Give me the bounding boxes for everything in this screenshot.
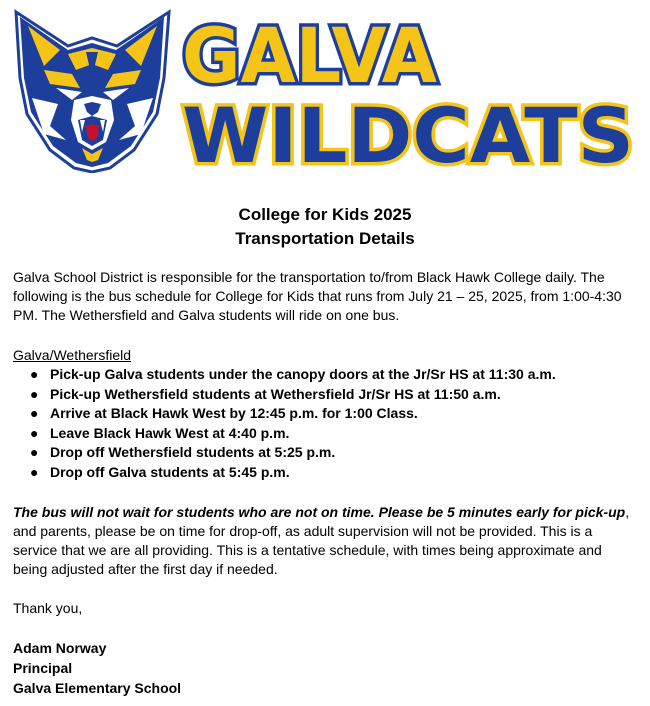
schedule-item: ● Arrive at Black Hawk West by 12:45 p.m. for 1:00 Class. [13,404,638,424]
schedule-item: ● Drop off Wethersfield students at 5:25 p.m. [13,443,638,463]
title-line-2: Transportation Details [235,229,415,248]
signer-school: Galva Elementary School [13,679,182,696]
bullet-icon: ● [30,366,39,382]
bullet-icon: ● [30,385,39,402]
bullet-icon: ● [30,405,39,422]
letter-body [13,268,638,698]
wildcat-head-icon [10,8,175,173]
brand-wordmark [178,10,640,170]
route-heading: Galva/Wethersfield [13,347,132,363]
letterhead [0,0,650,180]
bullet-icon: ● [30,444,39,461]
notice-rest: , and parents, please be on time for drop-off, as adult supervision will not be provided. This is a service that we are all providing. This is a tentative schedule, with times being approximate and being adjusted after the first day if needed. [13,503,630,577]
title-line-1: College for Kids 2025 [238,205,412,224]
closing-line: Thank you, [13,599,83,616]
notice-paragraph [13,503,638,579]
schedule-item: ● Pick-up Galva students under the canopy doors at the Jr/Sr HS at 11:30 a.m. [13,365,638,385]
signature-block [13,638,638,698]
bullet-icon: ● [30,424,39,441]
notice-emphasis: The bus will not wait for students who are not on time. Please be 5 minutes early for pick-up [13,503,626,520]
signer-name: Adam Norway [13,639,107,656]
intro-paragraph: Galva School District is responsible for the transportation to/from Black Hawk College daily. The following is the bus schedule for College for Kids that runs from July 21 – 25, 2025, from 1:00-4:30 PM. The Wethersfield and Galva students will ride on one bus. [13,269,622,323]
signer-role: Principal [13,659,73,676]
document-title [0,203,650,251]
schedule-item: ● Leave Black Hawk West at 4:40 p.m. [13,424,638,444]
bus-schedule-list [13,365,638,483]
schedule-item: ● Drop off Galva students at 5:45 p.m. [13,463,638,483]
schedule-item: ● Pick-up Wethersfield students at Wethersfield Jr/Sr HS at 11:50 a.m. [13,385,638,405]
brand-line-2: WILDCATS [182,91,634,170]
brand-line-1: GALVA [182,11,438,100]
bullet-icon: ● [30,463,39,480]
